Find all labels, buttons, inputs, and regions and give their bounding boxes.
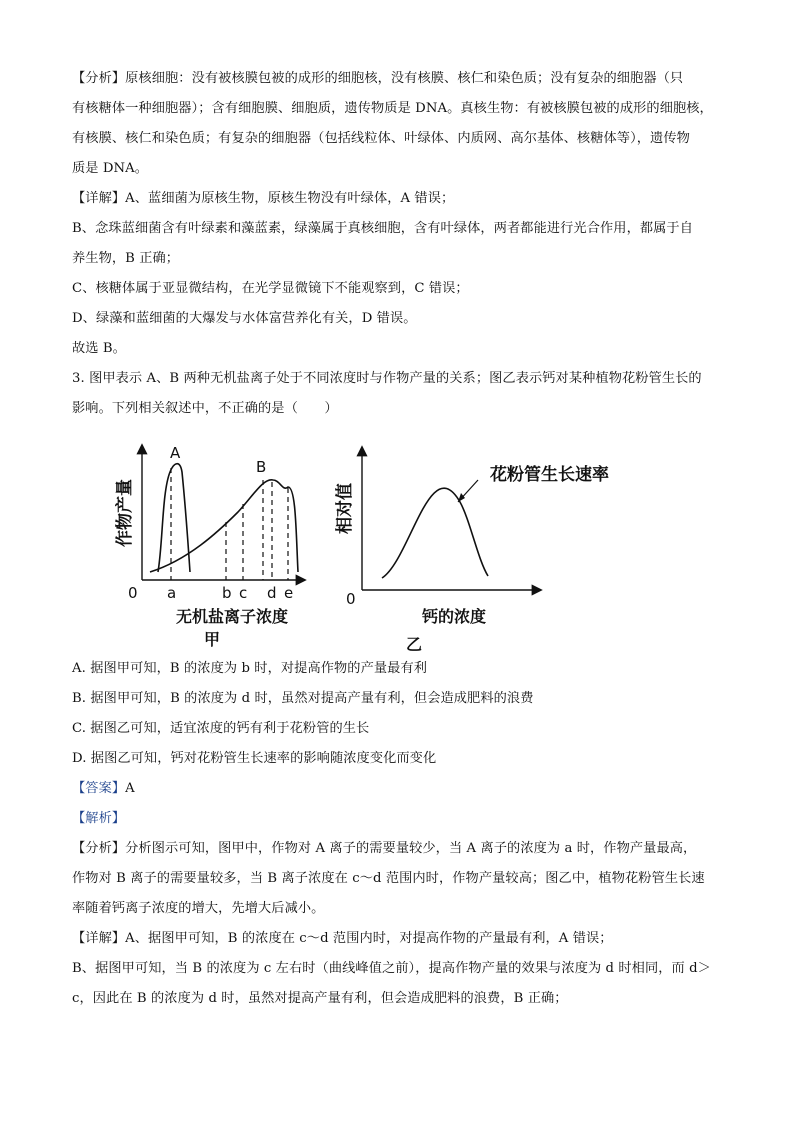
figure-caption: 乙 [406,635,423,654]
text-line: B、念珠蓝细菌含有叶绿素和藻蓝素，绿藻属于真核细胞，含有叶绿体，两者都能进行光合作用，都属于自 [72,221,694,236]
figure-row [72,430,722,654]
analysis-line: B、据图甲可知，当 B 的浓度为 c 左右时（曲线峰值之前），提高作物产量的效果与浓度为 d 时相同，而 d＞ [72,961,711,976]
tick-a: a [167,584,177,602]
growth-curve [382,488,488,578]
question-stem: 影响。下列相关叙述中，不正确的是（ ） [72,401,338,416]
text-line: C、核糖体属于亚显微结构，在光学显微镜下不能观察到，C 错误； [72,281,469,296]
analysis-line: c，因此在 B 的浓度为 d 时，虽然对提高产量有利，但会造成肥料的浪费，B 正确； [72,991,568,1006]
pointer-arrowhead [458,493,465,502]
origin-label: 0 [346,590,356,608]
curve-label: 花粉管生长速率 [490,465,609,485]
figure-jia [108,432,318,649]
analysis-tag: 【解析】 [72,811,126,826]
option-b: B. 据图甲可知，B 的浓度为 d 时，虽然对提高产量有利，但会造成肥料的浪费 [72,691,534,706]
curve-b-label: B [256,458,267,476]
answer-value: A [125,781,135,796]
tick-e: e [284,584,294,602]
text-line: 【详解】A、蓝细菌为原核生物，原核生物没有叶绿体，A 错误； [72,191,455,206]
tick-d: d [267,584,277,602]
tick-c: c [239,584,248,602]
answer-line [72,774,722,804]
x-axis-label: 钙的浓度 [422,607,487,626]
analysis-line: 【详解】A、据图甲可知，B 的浓度在 c～d 范围内时，对提高作物的产量最有利，A 错误； [72,931,613,946]
curve-a-label: A [170,444,181,462]
document-page [72,64,722,1014]
figure-caption: 甲 [204,630,221,649]
y-axis-label: 作物产量 [115,479,135,547]
option-a: A. 据图甲可知，B 的浓度为 b 时，对提高作物的产量最有利 [72,661,428,676]
tick-b: b [222,584,232,602]
text-line: 有核糖体一种细胞器）；含有细胞膜、细胞质，遗传物质是 DNA。真核生物：有被核膜包被的成形的细胞核， [72,101,713,116]
question-stem: 3. 图甲表示 A、B 两种无机盐离子处于不同浓度时与作物产量的关系；图乙表示钙对某种植物花粉管生长的 [72,371,702,386]
text-line: 养生物，B 正确； [72,251,180,266]
text-line: 质是 DNA。 [72,161,149,176]
figure-yi [330,440,610,654]
option-d: D. 据图乙可知，钙对花粉管生长速率的影响随浓度变化而变化 [72,751,437,766]
text-line: D、绿藻和蓝细菌的大爆发与水体富营养化有关，D 错误。 [72,311,417,326]
text-line: 有核膜、核仁和染色质；有复杂的细胞器（包括线粒体、叶绿体、内质网、高尔基体、核糖体等），遗传物 [72,131,690,146]
text-line: 【分析】原核细胞：没有被核膜包被的成形的细胞核，没有核膜、核仁和染色质；没有复杂的细胞器（只 [72,71,684,86]
analysis-line: 率随着钙离子浓度的增大，先增大后减小。 [72,901,325,916]
y-axis-label: 相对值 [335,483,355,534]
origin-label: 0 [128,584,138,602]
curve-b [150,480,298,572]
analysis-line: 作物对 B 离子的需要量较多，当 B 离子浓度在 c～d 范围内时，作物产量较高；图乙中，植物花粉管生长速 [72,871,705,886]
option-c: C. 据图乙可知，适宜浓度的钙有利于花粉管的生长 [72,721,370,736]
text-line: 故选 B。 [72,341,126,356]
analysis-line: 【分析】分析图示可知，图甲中，作物对 A 离子的需要量较少，当 A 离子的浓度为 a 时，作物产量最高， [72,841,697,856]
x-axis-label: 无机盐离子浓度 [176,607,289,626]
answer-tag: 【答案】 [72,781,126,796]
